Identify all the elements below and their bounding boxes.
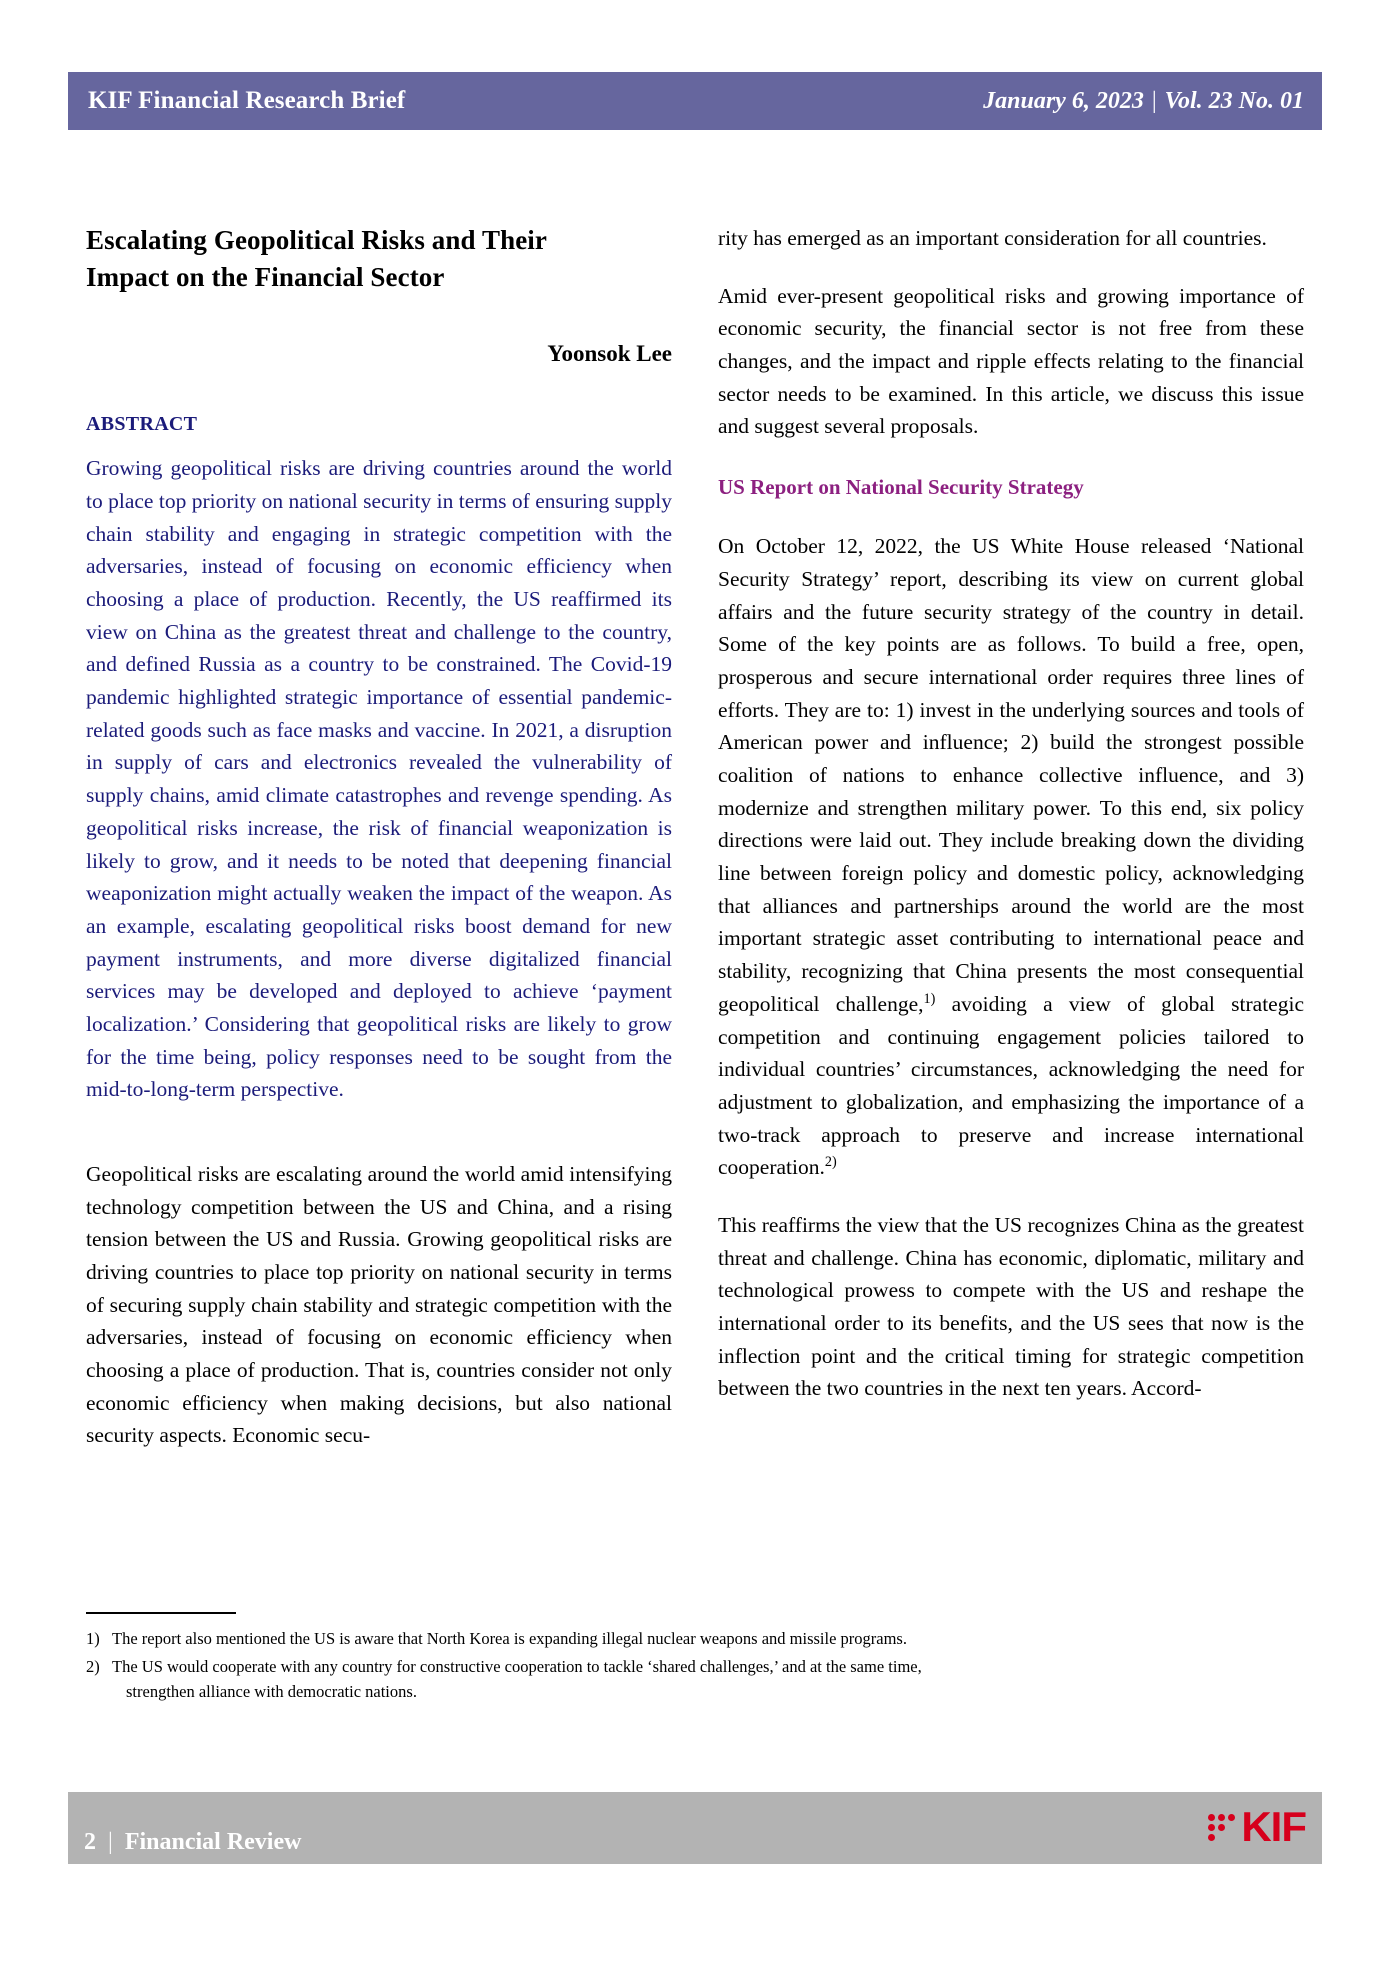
right-column-paragraph-2: Amid ever-present geopolitical risks and growing importance of economic security, the financial sector is not free from these changes, and the impact and ripple effects relating to the financial sector needs to be examined. In this article, we discuss this issue and suggest several proposals. — [718, 283, 1304, 439]
footnote-divider — [86, 1612, 236, 1614]
publication-name: Financial Review — [124, 1829, 302, 1855]
article-title — [86, 222, 672, 295]
article-title-line-1: Escalating Geopolitical Risks and Their — [86, 225, 547, 255]
footnote-number: 2) — [86, 1656, 100, 1676]
left-column-paragraph-1: Geopolitical risks are escalating around the world amid intensifying technology competition between the US and China, and a rising tension between the US and Russia. Growing geopolitical risks are driving countries to place top priority on national security in terms of securing supply chain stability and strategic competition with the adversaries, instead of focusing on economic efficiency when choosing a place of production. That is, countries consider not only economic efficiency when making decisions, but also national security aspects. Economic secu- — [86, 1161, 672, 1448]
abstract-text: Growing geopolitical risks are driving countries around the world to place top priority on national security in terms of ensuring supply chain stability and engaging in strategic competition with the adversaries, instead of focusing on economic efficiency when choosing a place of production. Recently, the US reaffirmed its view on China as the greatest threat and challenge to the country, and defined Russia as a country to be constrained. The Covid-19 pandemic highlighted strategic importance of essential pandemic-related goods such as face masks and vaccine. In 2021, a disruption in supply of cars and electronics revealed the vulnerability of supply chains, amid climate catastrophes and revenge spending. As geopolitical risks increase, the risk of financial weaponization is likely to grow, and it needs to be noted that deepening financial weaponization might actually weaken the impact of the weapon. As an example, escalating geopolitical risks boost demand for new payment instruments, and more diverse digitalized financial services may be developed and deployed to achieve ‘payment localization.’ Considering that geopolitical risks are likely to grow for the time being, policy responses need to be sought from the mid-to-long-term perspective. — [86, 456, 672, 1102]
footnote-item — [86, 1654, 1304, 1705]
paragraph-3-part-1: On October 12, 2022, the US White House released ‘National Security Strategy’ report, describing its view on current global affairs and the future security strategy of the country in detail. Some of the key points are as follows. To build a free, open, prosperous and secure international order requires three lines of efforts. They are to: 1) invest in the underlying sources and tools of American power and influence; 2) build the strongest possible coalition of nations to enhance collective influence, and 3) modernize and strengthen military power. To this end, six policy directions were laid out. They include breaking down the dividing line between foreign policy and domestic policy, acknowledging that alliances and partnerships around the world are the most important strategic asset contributing to international peace and stability, recognizing that China presents the most consequential geopolitical challenge, — [718, 534, 1304, 1016]
section-heading-us-report: US Report on National Security Strategy — [718, 475, 1084, 500]
kif-logo-dots-icon — [1208, 1814, 1235, 1841]
footer-left-group — [84, 1829, 301, 1856]
right-column-paragraph-1: rity has emerged as an important consideration for all countries. — [718, 226, 1267, 250]
article-author: Yoonsok Lee — [547, 341, 672, 367]
masthead-volume: Vol. 23 No. 01 — [1164, 87, 1304, 114]
footer-bar — [68, 1792, 1322, 1864]
footnote-text-continuation: strengthen alliance with democratic nations. — [126, 1682, 417, 1702]
footnote-marker-1[interactable]: 1) — [923, 990, 936, 1007]
article-columns — [86, 222, 1304, 1562]
left-column — [86, 222, 672, 1562]
kif-logo — [1208, 1803, 1306, 1851]
masthead-bar — [68, 72, 1322, 130]
footnote-text: The report also mentioned the US is aware that North Korea is expanding illegal nuclear weapons and missile programs. — [112, 1629, 907, 1648]
article-title-line-2: Impact on the Financial Sector — [86, 261, 445, 292]
abstract-label: ABSTRACT — [86, 413, 198, 436]
footnotes-section — [86, 1612, 1304, 1707]
kif-logo-text: KIF — [1241, 1803, 1306, 1851]
paragraph-3-part-2: avoiding a view of global strategic competition and continuing engagement policies tailored to individual countries’ circumstances, acknowledging the need for adjustment to globalization, and emphasizing the importance of a two-track approach to preserve and increase international cooperation. — [718, 991, 1304, 1180]
right-column — [718, 222, 1304, 1562]
masthead-date: January 6, 2023 — [983, 87, 1144, 114]
masthead-separator: | — [1151, 87, 1157, 114]
right-column-paragraph-3 — [718, 530, 1304, 1183]
footnote-number: 1) — [86, 1629, 100, 1648]
footnote-text-line: The US would cooperate with any country for constructive cooperation to tackle ‘shared challenges,’ and at the same time, — [112, 1656, 922, 1676]
masthead-issue-info — [983, 88, 1304, 115]
page-number: 2 — [84, 1829, 96, 1855]
footnote-item — [86, 1626, 1304, 1652]
footnote-text — [112, 1654, 1304, 1705]
right-column-paragraph-4: This reaffirms the view that the US recognizes China as the greatest threat and challenge. China has economic, diplomatic, military and technological prowess to compete with the US and reshape the international order to its benefits, and the US sees that now is the inflection point and the critical timing for strategic competition between the two countries in the next ten years. Accord- — [718, 1212, 1304, 1401]
footnote-marker-2[interactable]: 2) — [824, 1154, 837, 1171]
masthead-title: KIF Financial Research Brief — [88, 87, 406, 114]
footer-separator: | — [108, 1829, 113, 1855]
